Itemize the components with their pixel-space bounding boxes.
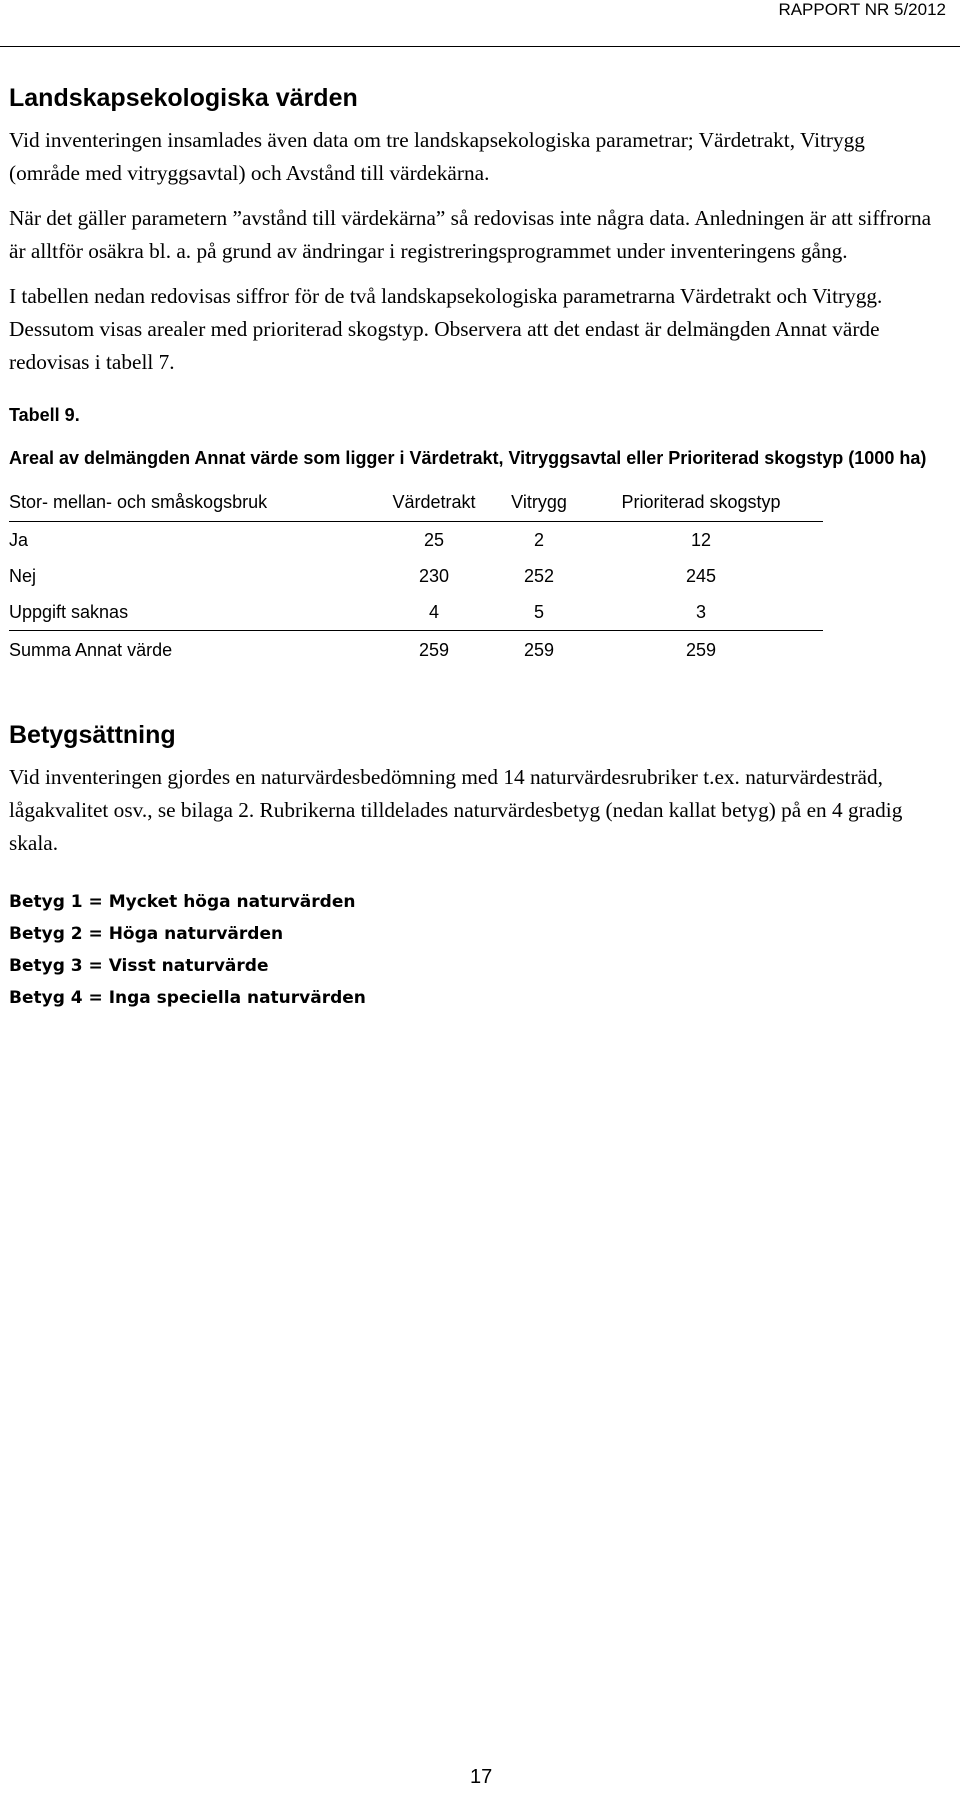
- table-cell: 2: [533, 529, 544, 550]
- page-number: 17: [470, 1766, 493, 1788]
- table-row: [9, 522, 823, 559]
- row-label: Uppgift saknas: [9, 601, 129, 622]
- table-header-row: [9, 483, 823, 522]
- page-content: [9, 72, 939, 1014]
- paragraph-intro: Vid inventeringen insamlades även data om tre landskapsekologiska parametrar; Värdetrakt, Vitrygg (område med vitryggsavtal) och Avstånd till värdekärna.: [9, 128, 865, 185]
- column-header: Värdetrakt: [369, 483, 499, 522]
- paragraph-grading: Vid inventeringen gjordes en naturvärdesbedömning med 14 naturvärdesrubriker t.ex. naturvärdesträd, lågakvalitet osv., se bilaga 2. Rubrikerna tilldelades naturvärdesbetyg (nedan kallat betyg) på en 4 gradig skala.: [9, 765, 903, 855]
- section-title-landscape: Landskapsekologiska värden: [9, 84, 358, 112]
- table-cell: 245: [685, 565, 717, 586]
- table-sum-row: [9, 631, 823, 670]
- list-item: Betyg 1 = Mycket höga naturvärden: [9, 892, 356, 912]
- list-item: Betyg 4 = Inga speciella naturvärden: [9, 988, 366, 1008]
- table-cell: 259: [369, 631, 499, 670]
- table-cell: 5: [533, 601, 544, 622]
- paragraph-table-intro: I tabellen nedan redovisas siffror för de två landskapsekologiska parametrarna Värdetrakt och Vitrygg. Dessutom visas arealer med prioriterad skogstyp. Observera att det endast är delmängden Annat värde redovisas i tabell 7.: [9, 284, 883, 374]
- table-label: Tabell 9.: [9, 405, 80, 425]
- column-header: Vitrygg: [499, 483, 579, 522]
- grade-list: [9, 886, 939, 1014]
- section-title-grading: Betygsättning: [9, 721, 176, 749]
- table-cell: 4: [428, 601, 439, 622]
- table-cell: 3: [695, 601, 706, 622]
- page-header: [0, 0, 960, 47]
- list-item: Betyg 3 = Visst naturvärde: [9, 956, 269, 976]
- column-header: Prioriterad skogstyp: [579, 483, 823, 522]
- table-caption: Areal av delmängden Annat värde som ligger i Värdetrakt, Vitryggsavtal eller Prioriterad skogstyp (1000 ha): [9, 448, 927, 468]
- table-cell: 259: [499, 631, 579, 670]
- row-label: Nej: [9, 565, 37, 586]
- column-header: Stor- mellan- och småskogsbruk: [9, 483, 369, 522]
- table-cell: 25: [423, 529, 445, 550]
- table-row: [9, 558, 823, 594]
- row-label: Ja: [9, 529, 29, 550]
- paragraph-distance: När det gäller parametern ”avstånd till värdekärna” så redovisas inte några data. Anledningen är att siffrorna är alltför osäkra bl. a. på grund av ändringar i registreringsprogrammet under inventeringens gång.: [9, 206, 932, 263]
- list-item: Betyg 2 = Höga naturvärden: [9, 924, 284, 944]
- table-cell: 230: [418, 565, 450, 586]
- table-cell: 259: [579, 631, 823, 670]
- data-table: [9, 483, 823, 669]
- table-cell: 12: [690, 529, 712, 550]
- table-row: [9, 594, 823, 631]
- report-label: RAPPORT NR 5/2012: [778, 0, 946, 19]
- table-cell: 252: [523, 565, 555, 586]
- row-label: Summa Annat värde: [9, 631, 369, 670]
